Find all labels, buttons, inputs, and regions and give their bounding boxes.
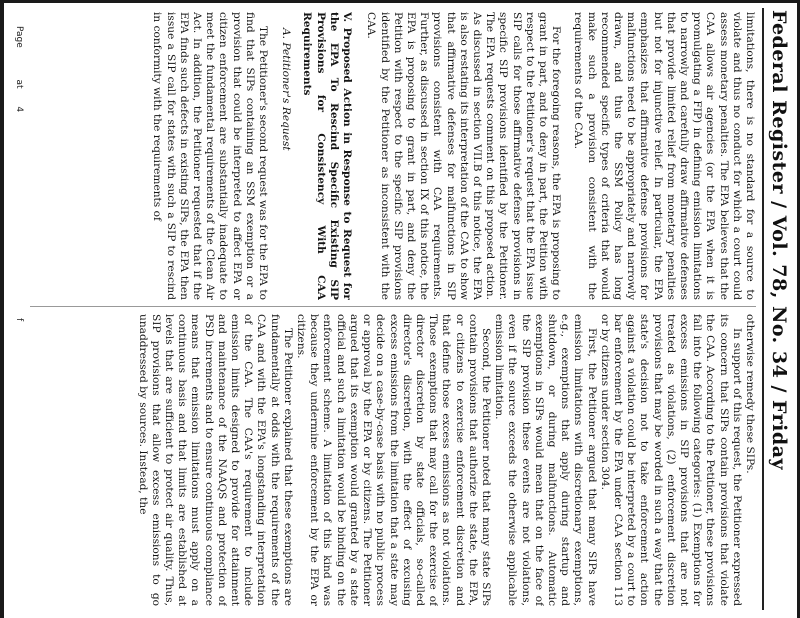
column-left (30, 12, 756, 300)
page-footer-right (8, 318, 24, 358)
section-heading: V. Proposed Action in Response to Request for the EPA To Rescind Specific Existing SIP Provisions for Consistency With CAA Requirements (301, 12, 354, 300)
scan-edge-left (0, 0, 800, 3)
page-footer-left (8, 26, 24, 166)
paragraph: The Petitioner's second request was for the EPA to find that SIPs containing an SSM exemption or a provision that could be interpreted to affect EPA or citizen enforcement are substantially inadequate to meet the fundamental requirements of the Clean Air Act. In addition, the Petitioner requested that if the EPA finds such defects in existing SIPs, the EPA then issue a SIP call for states with such a SIP to rescind in conformity with the requirements of (151, 12, 270, 300)
paragraph: In support of this request, the Petitioner expressed its concern that SIPs contain provisions that violate the CAA. According to the Petitioner, these provisions fall into the following categories: (1) Exemptions for excess emissions in SIP provisions that are not treated as violations, (2) enforcement discretion provisions that may be worded in such a way that the state's decision not to take enforcement action against a violation could be interpreted by a court to bar enforcement by the EPA under CAA section 113 or by citizens under section 304. (598, 314, 743, 606)
footer-page-label: Page (14, 26, 24, 48)
footer-at-label: at (14, 79, 24, 89)
page-header-title: Federal Register / Vol. 78, No. 34 / Friday (768, 10, 790, 471)
column-right (30, 314, 756, 606)
footer-right-mark: f (14, 318, 24, 322)
header-rule (762, 8, 764, 610)
scan-edge-bottom (0, 0, 4, 618)
paragraph: For the foregoing reasons, the EPA is proposing to grant in part, and to deny in part, the Petition with respect to the Petitioner's request that the EPA issue SIP calls for those affirmative defense provisions in specific SIP provisions identified by the Petitioner. The EPA requests comment on this proposed action. As discussed in section VII.B of this notice, the EPA is also restating its interpretation of the CAA to show that affirmative defenses for malfunctions in SIP provisions consistent with CAA requirements. Further, as discussed in section IX of this notice, the EPA is proposing to grant in part, and deny the Petition with respect to the specific SIP provisions identified by the Petitioner as inconsistent with the CAA. (365, 12, 563, 300)
subsection-heading: A. Petitioner's Request (280, 28, 293, 151)
footer-page-number: 4 (14, 106, 24, 113)
column-divider (30, 306, 756, 307)
paragraph: The Petitioner explained that these exemptions are fundamentally at odds with the requirements of the CAA and with the EPA's longstanding interpretation of the CAA. The CAA's requirement to include emission limits designed to provide for attainment and maintenance of the NAAQS and protection of PSD increments and to ensure continuous compliance means that emission limitations must apply on a continuous basis and that limits are established at levels that are sufficient to protect air quality. Thus, SIP provisions that allow excess emissions to go unaddressed by sources. Instead, the (136, 314, 294, 606)
paragraph: First, the Petitioner argued that many SIPs have emission limitations with discretionary exemptions, e.g., exemptions that apply during startup and shutdown, or during malfunctions. Automatic exemptions in SIPs would mean that on the face of the SIP provision these events are not violations, even if the source exceeds the otherwise applicable emission limitation. (493, 314, 598, 606)
paragraph: limitations, there is no standard for a source to violate and thus no conduct for which a court could assess monetary penalties. The EPA believes that the CAA allows air agencies (or the EPA when it is promulgating a FIP) in defining emission limitations to narrowly and carefully draw affirmative defenses that provide limited relief from monetary penalties but not for injunctive relief. In particular, the EPA emphasizes that affirmative defense provisions for malfunctions need to be appropriately and narrowly drawn, and thus the SSM Policy has long recommended specific types of criteria that would make such a provision consistent with the requirements of the CAA. (572, 12, 756, 300)
paragraph: otherwise remedy these SIPs. (744, 314, 756, 474)
page-header (766, 10, 792, 610)
paragraph: Second, the Petitioner noted that many state SIPs contain provisions that authorize the state, the EPA, or citizens to exercise enforcement discretion and that define those excess emissions as not violations. Those exemptions that may call for the exercise of director discretion by state officials, so-called director's discretion, with the effect of excusing excess emissions from the limitation that a state may decide on a case-by-case basis with no public process or approval by the EPA or by citizens. The Petitioner argued that its exemption would granted by a state official and such a limitation would be binding on the enforcement scheme. A limitation of this kind was because they undermine enforcement by the EPA or citizens. (295, 314, 492, 606)
